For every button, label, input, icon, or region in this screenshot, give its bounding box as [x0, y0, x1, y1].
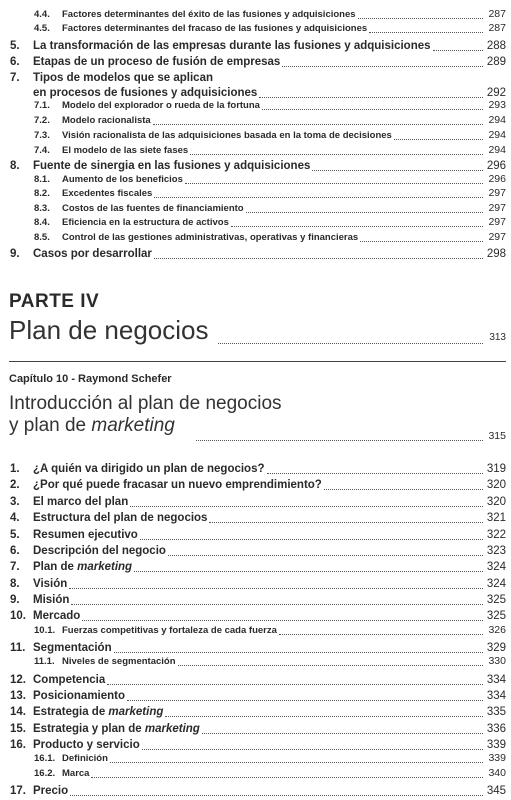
chapter-title-line2 — [9, 415, 175, 437]
toc-entry-page: 287 — [488, 8, 506, 20]
toc-entry-page: 297 — [488, 187, 506, 199]
toc-entry — [0, 202, 511, 216]
toc-entry-number: 8. — [10, 160, 20, 172]
toc-entry-number: 16.2. — [34, 768, 56, 779]
toc-entry-page: 329 — [486, 642, 506, 654]
toc-entry — [0, 494, 511, 510]
toc-entry-page: 297 — [488, 202, 506, 214]
toc-entry-page: 334 — [486, 690, 506, 702]
toc-entry-title: Estrategia de marketing — [33, 706, 164, 718]
toc-entry-title: ¿Por qué puede fracasar un nuevo emprendimiento? — [33, 479, 322, 491]
toc-entry-page: 289 — [486, 56, 506, 68]
toc-entry-leader — [153, 124, 483, 125]
toc-entry-title: Aumento de los beneficios — [62, 174, 183, 185]
part-label: PARTE IV — [9, 291, 100, 312]
toc-entry-number: 8. — [10, 578, 20, 590]
toc-entry-page: 345 — [486, 785, 506, 797]
toc-entry-page: 298 — [486, 248, 506, 260]
toc-entry-number: 7.2. — [34, 115, 50, 126]
toc-entry-title: Niveles de segmentación — [62, 656, 176, 667]
toc-entry-number: 7.4. — [34, 145, 50, 156]
toc-entry-page: 325 — [486, 610, 506, 622]
toc-entry-page: 297 — [488, 216, 506, 228]
toc-entry-title: Visión racionalista de las adquisiciones basada en la toma de decisiones — [62, 130, 392, 141]
toc-entry-number: 4.5. — [34, 23, 50, 34]
toc-entry-title: Casos por desarrollar — [33, 248, 152, 260]
toc-entry-leader — [324, 489, 483, 490]
chapter-title-line1: Introducción al plan de negocios — [9, 393, 282, 414]
toc-entry-title: Control de las gestiones administrativas, operativas y financieras — [62, 232, 359, 243]
chapter-page-number: 315 — [488, 430, 506, 442]
toc-entry-title: Excedentes fiscales — [62, 188, 153, 199]
toc-entry-number: 10. — [10, 610, 26, 622]
toc-entry-title: ¿A quién va dirigido un plan de negocios? — [33, 463, 265, 475]
toc-entry-title: Resumen ejecutivo — [33, 529, 138, 541]
toc-entry-number: 13. — [10, 690, 26, 702]
toc-entry-page: 296 — [488, 173, 506, 185]
toc-entry — [0, 624, 511, 638]
toc-entry-number: 6. — [10, 545, 20, 557]
chapter-title-line2-italic: marketing — [91, 415, 175, 436]
toc-entry-leader — [127, 700, 483, 701]
toc-entry-title: en procesos de fusiones y adquisiciones — [33, 87, 258, 99]
toc-entry-page: 326 — [488, 624, 506, 636]
toc-entry — [0, 129, 511, 143]
toc-entry-number: 8.5. — [34, 232, 50, 243]
toc-entry-leader — [282, 66, 483, 67]
toc-entry-page: 293 — [488, 99, 506, 111]
part-title: Plan de negocios — [9, 315, 209, 345]
chapter-title-leader — [196, 440, 483, 441]
toc-entry-leader — [246, 212, 483, 213]
toc-entry-title: Costos de las fuentes de financiamiento — [62, 203, 244, 214]
toc-entry-title: Producto y servicio — [33, 739, 140, 751]
toc-entry — [0, 510, 511, 526]
toc-entry-number: 8.1. — [34, 174, 50, 185]
toc-entry-number: 3. — [10, 496, 20, 508]
part-title-leader — [218, 343, 483, 344]
toc-entry-title: Misión — [33, 594, 70, 606]
toc-entry-page: 322 — [486, 529, 506, 541]
toc-entry-number: 16. — [10, 739, 26, 751]
toc-entry-page: 294 — [488, 114, 506, 126]
toc-entry-page: 292 — [486, 87, 506, 99]
toc-entry-title-italic: marketing — [144, 723, 200, 735]
toc-entry-title: Fuente de sinergia en las fusiones y adquisiciones — [33, 160, 311, 172]
toc-entry — [0, 527, 511, 543]
toc-entry — [0, 672, 511, 688]
toc-entry-title: Etapas de un proceso de fusión de empresas — [33, 56, 281, 68]
toc-entry-number: 4. — [10, 512, 20, 524]
toc-entry-title: Mercado — [33, 610, 81, 622]
toc-entry — [0, 38, 511, 54]
toc-entry-page: 334 — [486, 674, 506, 686]
toc-entry-title: Visión — [33, 578, 68, 590]
toc-entry-title: Fuerzas competitivas y fortaleza de cada fuerza — [62, 625, 277, 636]
toc-entry-number: 5. — [10, 529, 20, 541]
toc-entry-leader — [71, 604, 483, 605]
toc-entry-title: Factores determinantes del éxito de las fusiones y adquisiciones — [62, 9, 356, 20]
toc-entry-number: 8.2. — [34, 188, 50, 199]
toc-entry — [0, 54, 511, 70]
toc-entry — [0, 187, 511, 201]
toc-entry-leader — [69, 588, 483, 589]
toc-entry-title: La transformación de las empresas durante las fusiones y adquisiciones — [33, 40, 431, 52]
toc-entry-page: 294 — [488, 129, 506, 141]
toc-entry — [0, 592, 511, 608]
toc-entry — [0, 752, 511, 766]
toc-entry-number: 10.1. — [34, 625, 56, 636]
toc-entry — [0, 559, 511, 575]
toc-entry-title: Estructura del plan de negocios — [33, 512, 208, 524]
toc-entry-leader — [154, 197, 483, 198]
toc-entry — [0, 216, 511, 230]
toc-entry-leader — [209, 522, 483, 523]
toc-entry — [0, 737, 511, 753]
toc-entry-leader — [168, 555, 483, 556]
toc-entry-leader — [154, 258, 483, 259]
toc-entry — [0, 767, 511, 781]
toc-entry-leader — [358, 18, 483, 19]
toc-entry-title: Factores determinantes del fracaso de las fusiones y adquisiciones — [62, 23, 368, 34]
toc-entry-number: 7.1. — [34, 100, 50, 111]
toc-entry — [0, 114, 511, 128]
part-page-number: 313 — [489, 332, 506, 343]
toc-entry-title: Posicionamiento — [33, 690, 126, 702]
toc-entry-number: 17. — [10, 785, 26, 797]
toc-entry — [0, 688, 511, 704]
toc-entry-page: 339 — [486, 739, 506, 751]
toc-entry-leader — [369, 32, 483, 33]
toc-entry-leader — [114, 652, 483, 653]
toc-entry-leader — [165, 716, 483, 717]
toc-entry-leader — [279, 634, 483, 635]
toc-entry — [0, 543, 511, 559]
toc-entry-page: 336 — [486, 723, 506, 735]
toc-entry — [0, 640, 511, 656]
toc-entry-title: Precio — [33, 785, 69, 797]
toc-entry — [0, 8, 511, 22]
toc-entry — [0, 158, 511, 174]
toc-entry — [0, 231, 511, 245]
toc-entry-leader — [267, 473, 484, 474]
toc-entry — [0, 144, 511, 158]
toc-entry-title: El modelo de las siete fases — [62, 145, 189, 156]
toc-entry-number: 2. — [10, 479, 20, 491]
toc-entry-leader — [110, 762, 483, 763]
toc-entry-number: 5. — [10, 40, 20, 52]
toc-entry — [0, 608, 511, 624]
toc-entry-number: 8.4. — [34, 217, 50, 228]
chapter-title-line2-prefix: y plan de — [9, 415, 92, 436]
toc-entry — [0, 704, 511, 720]
toc-entry — [0, 477, 511, 493]
toc-entry-page: 320 — [486, 496, 506, 508]
toc-entry — [0, 721, 511, 737]
toc-entry-page: 325 — [486, 594, 506, 606]
toc-entry-page: 335 — [486, 706, 506, 718]
toc-entry — [0, 99, 511, 113]
toc-entry-page: 324 — [486, 578, 506, 590]
toc-entry-number: 7.3. — [34, 130, 50, 141]
toc-entry-number: 7. — [10, 561, 20, 573]
toc-entry — [0, 461, 511, 477]
toc-entry-leader — [360, 241, 483, 242]
toc-entry-page: 297 — [488, 231, 506, 243]
toc-entry-title: Eficiencia en la estructura de activos — [62, 217, 229, 228]
toc-entry-title: El marco del plan — [33, 496, 129, 508]
toc-entry-number: 16.1. — [34, 753, 56, 764]
toc-entry — [0, 576, 511, 592]
toc-entry-title: Modelo del explorador o rueda de la fortuna — [62, 100, 260, 111]
toc-entry — [0, 70, 511, 86]
toc-entry-title: Estrategia y plan de marketing — [33, 723, 200, 735]
toc-entry-page: 323 — [486, 545, 506, 557]
toc-entry-page: 340 — [488, 767, 506, 779]
toc-entry-title: Segmentación — [33, 642, 112, 654]
chapter-divider — [9, 361, 506, 362]
toc-entry — [0, 173, 511, 187]
toc-entry-number: 9. — [10, 248, 20, 260]
toc-entry-leader — [231, 226, 483, 227]
toc-entry-number: 8.3. — [34, 203, 50, 214]
toc-entry-leader — [202, 733, 483, 734]
toc-entry-leader — [134, 571, 483, 572]
toc-entry-number: 6. — [10, 56, 20, 68]
toc-entry-leader — [394, 139, 483, 140]
toc-entry-page: 288 — [486, 40, 506, 52]
toc-entry — [0, 22, 511, 36]
toc-entry-page: 330 — [488, 655, 506, 667]
toc-entry-leader — [130, 506, 483, 507]
toc-entry — [0, 783, 511, 799]
toc-entry-number: 15. — [10, 723, 26, 735]
toc-entry-leader — [140, 539, 483, 540]
toc-entry-title: Competencia — [33, 674, 106, 686]
toc-entry-page: 320 — [486, 479, 506, 491]
toc-entry-page: 296 — [486, 160, 506, 172]
toc-entry-leader — [91, 777, 483, 778]
toc-entry — [0, 246, 511, 262]
toc-entry-title: Descripción del negocio — [33, 545, 166, 557]
chapter-heading: Capítulo 10 - Raymond Schefer — [9, 373, 172, 385]
toc-entry-leader — [178, 665, 483, 666]
toc-entry-number: 11. — [10, 642, 26, 654]
toc-entry — [0, 655, 511, 669]
toc-entry-page: 321 — [486, 512, 506, 524]
toc-entry-title: Definición — [62, 753, 108, 764]
toc-entry-number: 14. — [10, 706, 26, 718]
toc-entry-leader — [312, 170, 483, 171]
toc-entry-page: 319 — [486, 463, 506, 475]
toc-entry-leader — [107, 684, 483, 685]
toc-entry-title: Marca — [62, 768, 90, 779]
toc-entry-leader — [70, 795, 483, 796]
toc-entry-leader — [190, 154, 483, 155]
toc-entry-leader — [82, 620, 483, 621]
toc-entry-leader — [185, 183, 483, 184]
toc-entry-leader — [433, 50, 483, 51]
toc-entry-title-italic: marketing — [77, 561, 133, 573]
toc-entry-page: 324 — [486, 561, 506, 573]
toc-entry-leader — [262, 109, 483, 110]
toc-entry-title: Plan de marketing — [33, 561, 133, 573]
toc-entry-page: 287 — [488, 22, 506, 34]
toc-entry-number: 11.1. — [34, 656, 55, 667]
toc-entry-title: Modelo racionalista — [62, 115, 151, 126]
toc-entry-number: 4.4. — [34, 9, 50, 20]
toc-entry-title: Tipos de modelos que se aplican — [33, 72, 214, 84]
toc-entry-page: 294 — [488, 144, 506, 156]
toc-entry-number: 7. — [10, 72, 20, 84]
toc-entry-title-italic: marketing — [108, 706, 164, 718]
toc-entry-leader — [259, 97, 483, 98]
toc-entry-number: 9. — [10, 594, 20, 606]
toc-entry-leader — [142, 749, 483, 750]
toc-entry-number: 1. — [10, 463, 20, 475]
toc-entry-number: 12. — [10, 674, 26, 686]
toc-entry-page: 339 — [488, 752, 506, 764]
